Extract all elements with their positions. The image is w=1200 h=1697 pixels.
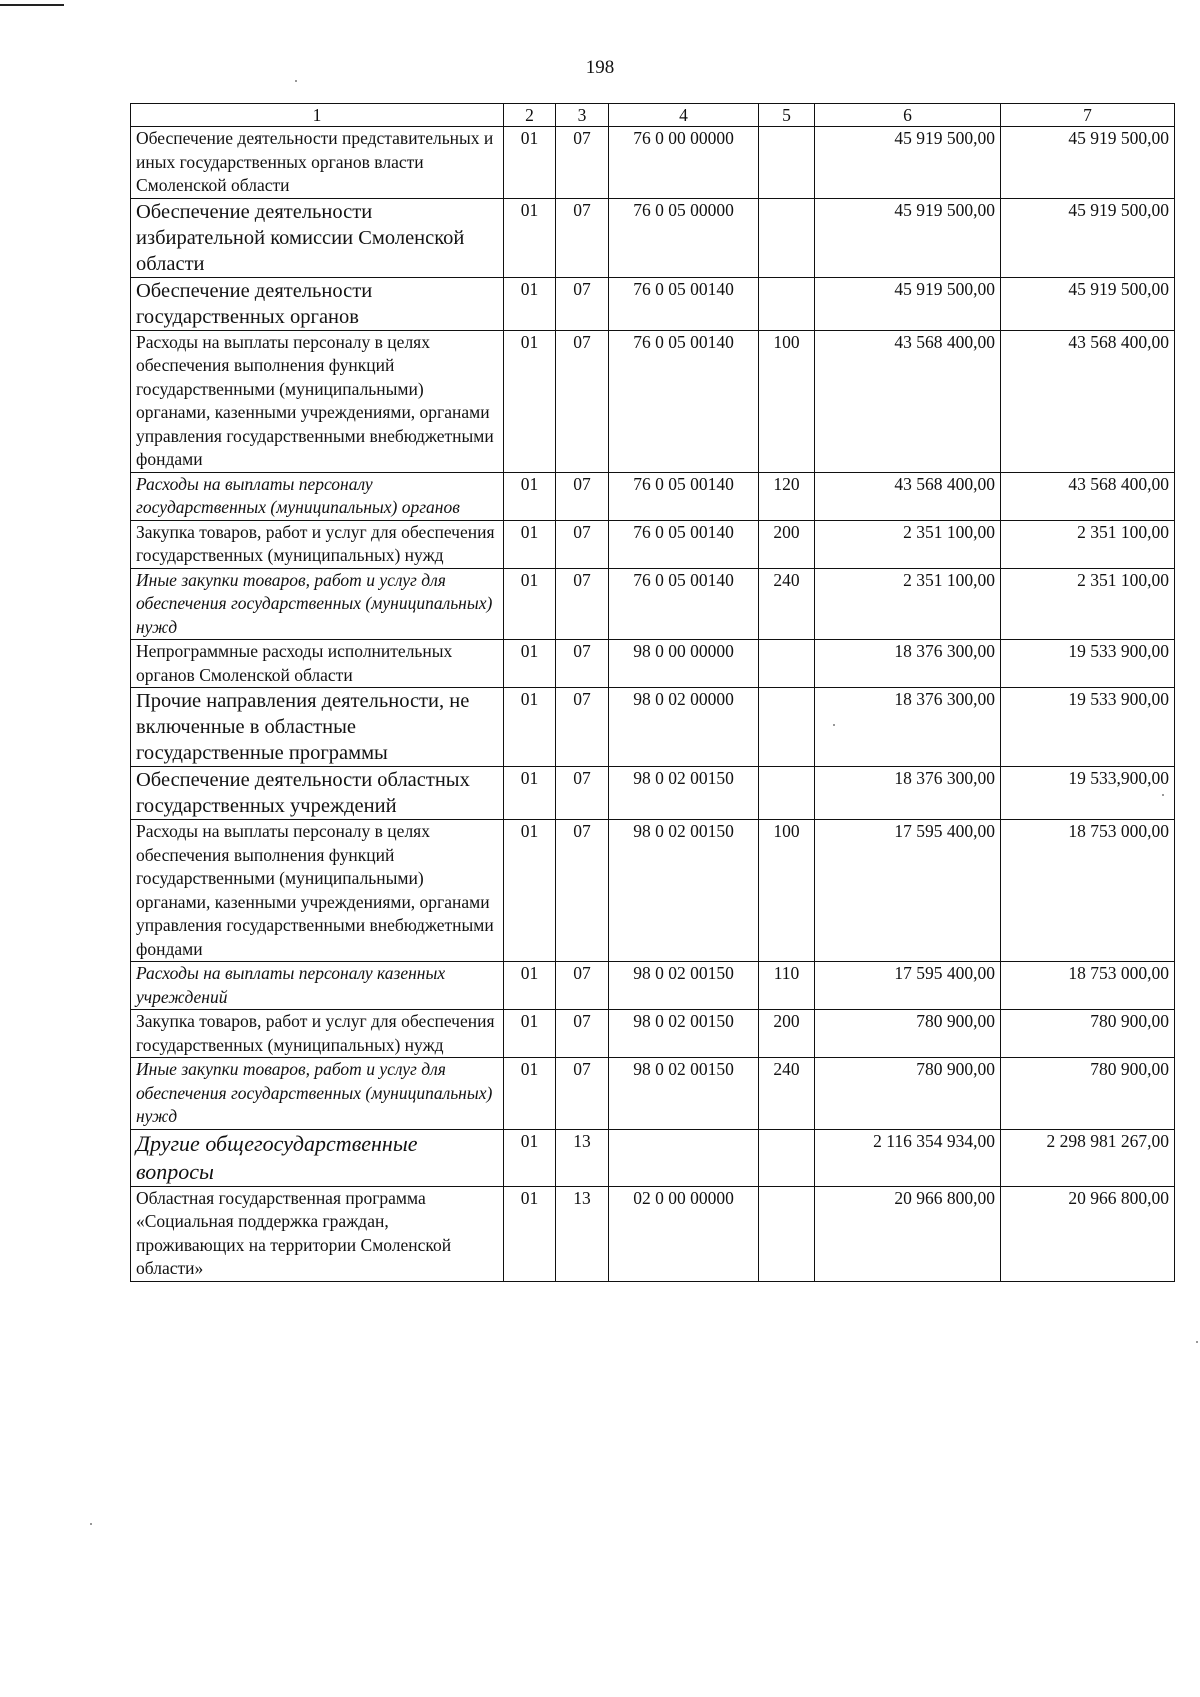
subsection-code-cell: 07 — [556, 198, 609, 277]
table-row — [131, 1058, 1175, 1130]
amount-year-1-cell: 18 376 300,00 — [815, 640, 1001, 688]
table-row — [131, 127, 1175, 199]
amount-year-1-cell: 17 595 400,00 — [815, 962, 1001, 1010]
target-article-cell: 76 0 05 00140 — [609, 520, 759, 568]
column-header: 4 — [609, 104, 759, 127]
section-code-cell: 01 — [504, 688, 556, 767]
table-row — [131, 330, 1175, 472]
section-code-cell: 01 — [504, 127, 556, 199]
row-name-cell: Обеспечение деятельности представительных и иных государственных органов власти Смоленской области — [131, 127, 504, 199]
target-article-cell — [609, 1129, 759, 1186]
amount-year-1-cell: 17 595 400,00 — [815, 820, 1001, 962]
subsection-code-cell: 07 — [556, 688, 609, 767]
amount-year-1-cell: 45 919 500,00 — [815, 277, 1001, 330]
row-name-cell: Обеспечение деятельности областных государственных учреждений — [131, 767, 504, 820]
table-row — [131, 198, 1175, 277]
column-header: 3 — [556, 104, 609, 127]
section-code-cell: 01 — [504, 520, 556, 568]
section-code-cell: 01 — [504, 1010, 556, 1058]
target-article-cell: 98 0 02 00150 — [609, 1010, 759, 1058]
target-article-cell: 76 0 00 00000 — [609, 127, 759, 199]
amount-year-1-cell: 18 376 300,00 — [815, 688, 1001, 767]
expense-type-cell: 240 — [759, 1058, 815, 1130]
section-code-cell: 01 — [504, 640, 556, 688]
expense-type-cell — [759, 640, 815, 688]
expense-type-cell — [759, 198, 815, 277]
section-code-cell: 01 — [504, 198, 556, 277]
target-article-cell: 76 0 05 00140 — [609, 568, 759, 640]
amount-year-2-cell: 19 533,900,00 — [1001, 767, 1175, 820]
row-name-cell: Обеспечение деятельности избирательной комиссии Смоленской области — [131, 198, 504, 277]
amount-year-2-cell: 2 351 100,00 — [1001, 520, 1175, 568]
row-name-cell: Прочие направления деятельности, не включенные в областные государственные программы — [131, 688, 504, 767]
expense-type-cell: 100 — [759, 330, 815, 472]
amount-year-2-cell: 2 298 981 267,00 — [1001, 1129, 1175, 1186]
section-code-cell: 01 — [504, 330, 556, 472]
amount-year-1-cell: 43 568 400,00 — [815, 330, 1001, 472]
subsection-code-cell: 07 — [556, 1010, 609, 1058]
amount-year-2-cell: 45 919 500,00 — [1001, 277, 1175, 330]
amount-year-2-cell: 45 919 500,00 — [1001, 127, 1175, 199]
row-name-cell: Иные закупки товаров, работ и услуг для обеспечения государственных (муниципальных) нужд — [131, 1058, 504, 1130]
expense-type-cell — [759, 277, 815, 330]
subsection-code-cell: 07 — [556, 767, 609, 820]
column-header: 7 — [1001, 104, 1175, 127]
table-row — [131, 820, 1175, 962]
expense-type-cell — [759, 1186, 815, 1281]
amount-year-2-cell: 780 900,00 — [1001, 1010, 1175, 1058]
subsection-code-cell: 07 — [556, 472, 609, 520]
amount-year-2-cell: 19 533 900,00 — [1001, 688, 1175, 767]
column-header: 2 — [504, 104, 556, 127]
section-code-cell: 01 — [504, 962, 556, 1010]
section-code-cell: 01 — [504, 1058, 556, 1130]
amount-year-2-cell: 19 533 900,00 — [1001, 640, 1175, 688]
row-name-cell: Закупка товаров, работ и услуг для обеспечения государственных (муниципальных) нужд — [131, 1010, 504, 1058]
row-name-cell: Расходы на выплаты персоналу государственных (муниципальных) органов — [131, 472, 504, 520]
row-name-cell: Областная государственная программа «Социальная поддержка граждан, проживающих на территории Смоленской области» — [131, 1186, 504, 1281]
section-code-cell: 01 — [504, 820, 556, 962]
target-article-cell: 98 0 02 00150 — [609, 767, 759, 820]
target-article-cell: 98 0 02 00150 — [609, 962, 759, 1010]
target-article-cell: 98 0 02 00150 — [609, 1058, 759, 1130]
section-code-cell: 01 — [504, 767, 556, 820]
scan-speck — [1196, 1341, 1198, 1343]
amount-year-1-cell: 45 919 500,00 — [815, 127, 1001, 199]
amount-year-1-cell: 45 919 500,00 — [815, 198, 1001, 277]
table-row — [131, 962, 1175, 1010]
section-code-cell: 01 — [504, 472, 556, 520]
expense-type-cell — [759, 688, 815, 767]
amount-year-1-cell: 2 116 354 934,00 — [815, 1129, 1001, 1186]
amount-year-2-cell: 43 568 400,00 — [1001, 330, 1175, 472]
table-row — [131, 1186, 1175, 1281]
amount-year-2-cell: 780 900,00 — [1001, 1058, 1175, 1130]
expense-type-cell — [759, 127, 815, 199]
amount-year-1-cell: 2 351 100,00 — [815, 568, 1001, 640]
subsection-code-cell: 13 — [556, 1186, 609, 1281]
section-code-cell: 01 — [504, 277, 556, 330]
table-row — [131, 767, 1175, 820]
expense-type-cell: 200 — [759, 1010, 815, 1058]
row-name-cell: Обеспечение деятельности государственных органов — [131, 277, 504, 330]
table-body — [131, 127, 1175, 1282]
expense-type-cell: 110 — [759, 962, 815, 1010]
row-name-cell: Непрограммные расходы исполнительных органов Смоленской области — [131, 640, 504, 688]
subsection-code-cell: 07 — [556, 568, 609, 640]
scan-speck — [90, 1523, 92, 1525]
target-article-cell: 02 0 00 00000 — [609, 1186, 759, 1281]
table-row — [131, 1129, 1175, 1186]
amount-year-1-cell: 780 900,00 — [815, 1010, 1001, 1058]
subsection-code-cell: 07 — [556, 1058, 609, 1130]
subsection-code-cell: 07 — [556, 640, 609, 688]
amount-year-2-cell: 18 753 000,00 — [1001, 962, 1175, 1010]
amount-year-1-cell: 18 376 300,00 — [815, 767, 1001, 820]
row-name-cell: Расходы на выплаты персоналу казенных учреждений — [131, 962, 504, 1010]
section-code-cell: 01 — [504, 1186, 556, 1281]
target-article-cell: 98 0 02 00150 — [609, 820, 759, 962]
expense-type-cell: 200 — [759, 520, 815, 568]
table-row — [131, 520, 1175, 568]
row-name-cell: Закупка товаров, работ и услуг для обеспечения государственных (муниципальных) нужд — [131, 520, 504, 568]
table-row — [131, 277, 1175, 330]
amount-year-2-cell: 2 351 100,00 — [1001, 568, 1175, 640]
section-code-cell: 01 — [504, 568, 556, 640]
table-row — [131, 568, 1175, 640]
column-header: 1 — [131, 104, 504, 127]
target-article-cell: 76 0 05 00140 — [609, 472, 759, 520]
budget-table — [130, 103, 1175, 1282]
amount-year-2-cell: 43 568 400,00 — [1001, 472, 1175, 520]
corner-scan-mark — [0, 4, 64, 6]
amount-year-2-cell: 45 919 500,00 — [1001, 198, 1175, 277]
expense-type-cell: 240 — [759, 568, 815, 640]
amount-year-1-cell: 2 351 100,00 — [815, 520, 1001, 568]
row-name-cell: Иные закупки товаров, работ и услуг для обеспечения государственных (муниципальных) нужд — [131, 568, 504, 640]
amount-year-1-cell: 780 900,00 — [815, 1058, 1001, 1130]
expense-type-cell — [759, 1129, 815, 1186]
expense-type-cell: 120 — [759, 472, 815, 520]
column-header: 5 — [759, 104, 815, 127]
table-row — [131, 1010, 1175, 1058]
target-article-cell: 76 0 05 00140 — [609, 330, 759, 472]
row-name-cell: Расходы на выплаты персоналу в целях обеспечения выполнения функций государственными (муниципальными) органами, казенными учреждениями, органами управления государственными внебюджетными фондами — [131, 330, 504, 472]
expense-type-cell — [759, 767, 815, 820]
section-code-cell: 01 — [504, 1129, 556, 1186]
subsection-code-cell: 07 — [556, 277, 609, 330]
amount-year-2-cell: 18 753 000,00 — [1001, 820, 1175, 962]
subsection-code-cell: 07 — [556, 330, 609, 472]
row-name-cell: Расходы на выплаты персоналу в целях обеспечения выполнения функций государственными (муниципальными) органами, казенными учреждениями, органами управления государственными внебюджетными фондами — [131, 820, 504, 962]
column-header: 6 — [815, 104, 1001, 127]
table-row — [131, 472, 1175, 520]
page-number: 198 — [585, 57, 615, 78]
scan-speck — [295, 80, 297, 82]
amount-year-1-cell: 43 568 400,00 — [815, 472, 1001, 520]
expense-type-cell: 100 — [759, 820, 815, 962]
subsection-code-cell: 07 — [556, 127, 609, 199]
table-row — [131, 640, 1175, 688]
subsection-code-cell: 07 — [556, 962, 609, 1010]
amount-year-1-cell: 20 966 800,00 — [815, 1186, 1001, 1281]
target-article-cell: 98 0 02 00000 — [609, 688, 759, 767]
target-article-cell: 98 0 00 00000 — [609, 640, 759, 688]
header-row — [131, 104, 1175, 127]
subsection-code-cell: 07 — [556, 520, 609, 568]
subsection-code-cell: 13 — [556, 1129, 609, 1186]
target-article-cell: 76 0 05 00000 — [609, 198, 759, 277]
subsection-code-cell: 07 — [556, 820, 609, 962]
amount-year-2-cell: 20 966 800,00 — [1001, 1186, 1175, 1281]
row-name-cell: Другие общегосударственные вопросы — [131, 1129, 504, 1186]
target-article-cell: 76 0 05 00140 — [609, 277, 759, 330]
table-row — [131, 688, 1175, 767]
